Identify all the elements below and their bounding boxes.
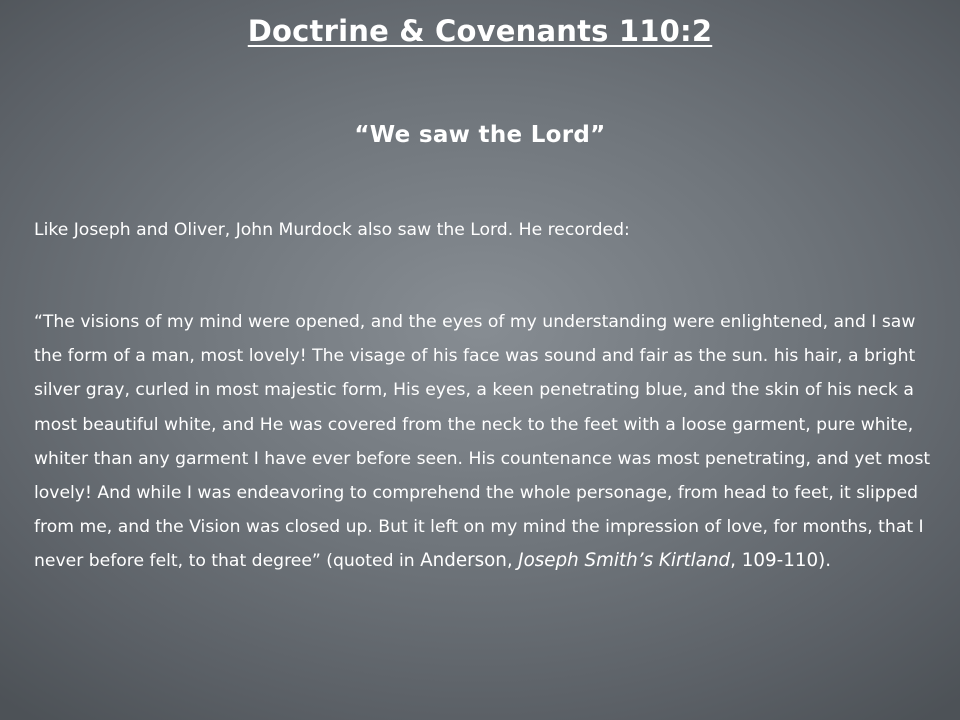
quote-body: “The visions of my mind were opened, and the eyes of my understanding were enlightened, and I saw the form of a man, most lovely! The visage of his face was sound and fair as the sun. his hair, a bright silver gray, curled in most majestic form, His eyes, a keen penetrating blue, and the skin of his neck a most beautiful white, and He was covered from the neck to the feet with a loose garment, pure white, whiter than any garment I have ever before seen. His countenance was most penetrating, and yet most lovely! And while I was endeavoring to comprehend the whole personage, from head to feet, it slipped from me, and the Vision was closed up. But it left on my mind the impression of love, for months, that I never before felt, to that degree” (quoted in bbox=[34, 312, 931, 572]
slide-subtitle: “We saw the Lord” bbox=[354, 122, 606, 148]
slide-title: Doctrine & Covenants 110:2 bbox=[247, 14, 713, 48]
citation-author: Anderson, bbox=[420, 550, 513, 572]
intro-paragraph: Like Joseph and Oliver, John Murdock also saw the Lord. He recorded: bbox=[34, 220, 630, 240]
citation-pages: , 109-110). bbox=[730, 550, 832, 572]
citation-work: Joseph Smith’s Kirtland bbox=[518, 550, 731, 572]
quote-paragraph bbox=[34, 305, 939, 579]
